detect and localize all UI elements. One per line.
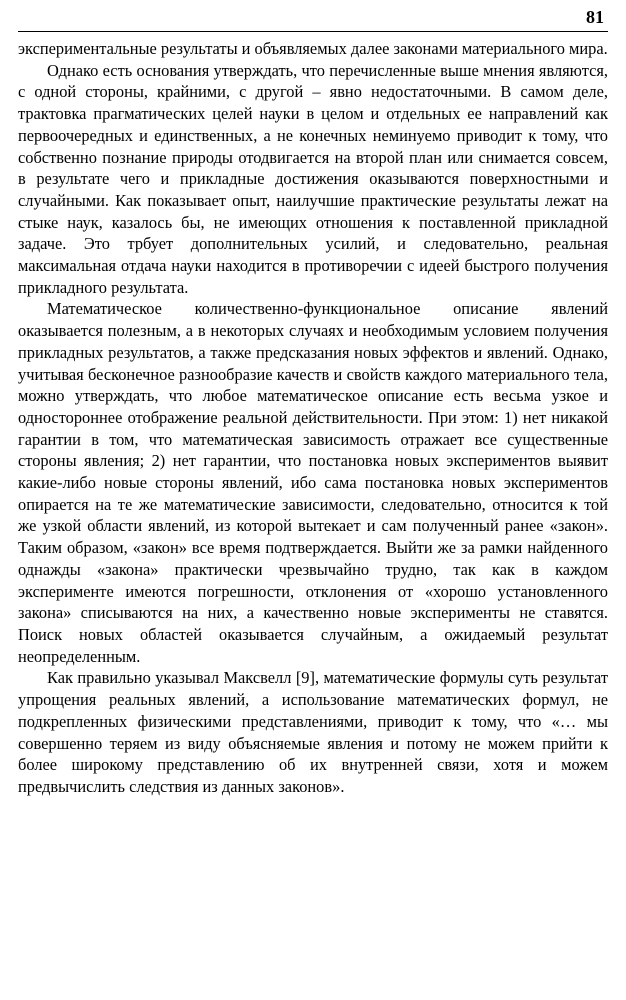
page-number: 81 [586,7,604,27]
paragraph-mathematical-description: Математическое количественно-функциональное описание явлений оказывается полезным, а в некоторых случаях и необходимым условием получения прикладных результатов, а также предсказания новых эффектов и явлений. Однако, учитывая бесконечное разнообразие качеств и свойств каждого материального тела, можно утверждать, что любое математическое описание есть весьма узкое и одностороннее отображение реальной действительности. При этом: 1) нет никакой гарантии в том, что математическая зависимость отражает все существенные стороны явления; 2) нет гарантии, что постановка новых экспериментов выявит какие-либо новые стороны явлений, ибо сама постановка новых экспериментов опирается на те же математические зависимости, следовательно, относится к той же узкой области явлений, из которой вытекает и сам полученный ранее «закон». Таким образом, «закон» все время подтверждается. Выйти же за рамки найденного однажды «закона» практически чрезвычайно трудно, так как в каждом эксперименте имеются погрешности, отклонения от «хорошо установленного закона» списываются на них, а качественно новые эксперименты не ставятся. Поиск новых областей оказывается случайным, а ожидаемый результат неопределенным. [18,299,608,666]
paragraph-continued: экспериментальные результаты и объявляемых далее законами материального мира. [18,39,608,58]
header-rule [18,31,608,32]
paragraph-maxwell-quote: Как правильно указывал Максвелл [9], математические формулы суть результат упрощения реальных явлений, а использование математических формул, не подкрепленных физическими представлениями, приводит к тому, что «… мы совершенно теряем из виду объясняемые явления и потому не можем прийти к более широкому представлению об их внутренней связи, хотя и можем предвычислить следствия из данных законов». [18,668,608,796]
paragraph-pragmatic-goals: Однако есть основания утверждать, что перечисленные выше мнения являются, с одной стороны, крайними, с другой – явно недостаточными. В самом деле, трактовка прагматических целей науки в целом и отдельных ее направлений как первоочередных и единственных, а не конечных неминуемо приводит к тому, что собственно познание природы отодвигается на второй план или снимается совсем, в результате чего и прикладные достижения оказываются поверхностными и случайными. Как показывает опыт, наилучшие практические результаты лежат на стыке наук, казалось бы, не имеющих отношения к поставленной прикладной задаче. Это трбует дополнительных усилий, и следовательно, реальная максимальная отдача науки находится в противоречии с идеей быстрого получения прикладного результата. [18,60,608,297]
body-text [18,38,608,798]
